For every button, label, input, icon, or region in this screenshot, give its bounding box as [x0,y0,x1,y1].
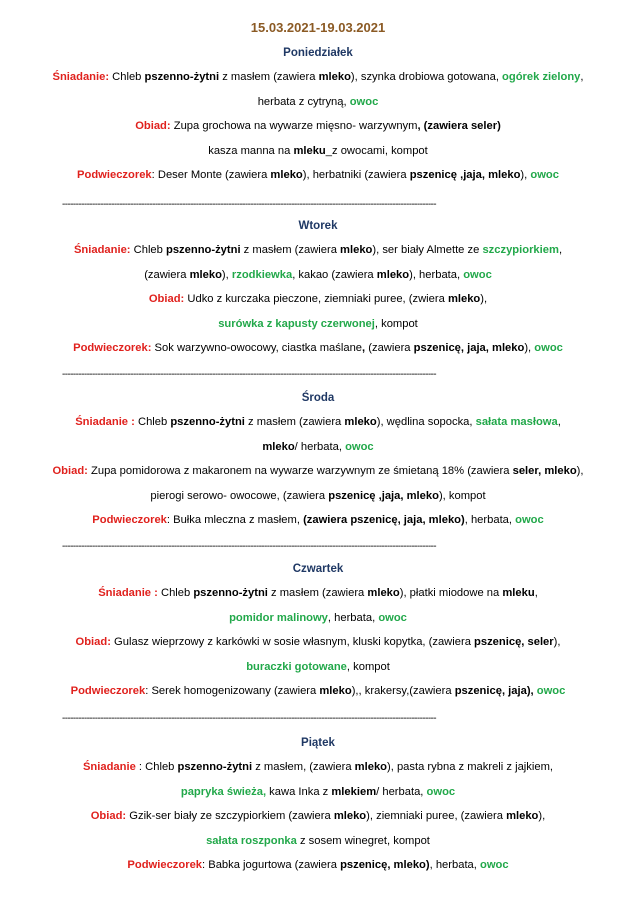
allergen-text: mleko [447,293,481,306]
green-item: owoc [534,342,563,355]
menu-text: z masłem (zawiera [267,587,368,599]
menu-text: ), herbatniki (zawiera [302,169,410,182]
menu-text: : Deser Monte (zawiera [151,169,271,182]
menu-text: , herbata, [464,514,516,527]
menu-text: , [558,244,563,256]
menu-text: ), [480,293,488,306]
allergen-text: mleko [506,810,539,823]
menu-text: , [534,587,538,599]
menu-text: , [580,71,584,83]
allergen-text: pszenicę, jaja), [454,685,534,698]
menu-line [0,238,636,263]
menu-text: Zupa grochowa na wywarze mięsno- warzywnym [170,120,418,133]
menu-line [0,263,636,288]
allergen-text: mleko [189,268,222,281]
menu-text: , kakao (zawiera [292,268,377,281]
menu-text: Zupa pomidorowa z makaronem na wywarze warzywnym ze śmietaną 18% (zawiera [87,465,513,478]
menu-text: pierogi serowo- owocowe, (zawiera [150,489,329,502]
menu-line [0,287,636,312]
menu-text: ),, krakersy,(zawiera [351,685,455,698]
allergen-text: pszenicę, jaja, mleko [413,342,525,355]
menu-text: / herbata, [376,785,427,798]
day-heading: Czwartek [292,563,344,575]
meal-label: Podwieczorek [70,685,146,698]
menu-line [0,139,636,164]
day-block-monday [0,41,636,188]
menu-line [0,804,636,829]
day-block-wednesday [0,386,636,533]
menu-text: ), [576,465,584,478]
menu-text: Sok warzywno-owocowy, ciastka maślane [151,342,363,355]
separator-line: ----------------------------------------------------------------------------------------------------------------------------------------- [62,713,437,724]
menu-text: ), [538,810,546,823]
allergen-text: pszenicę ,jaja, mleko [328,489,439,502]
menu-text: ), kompot [438,489,486,502]
allergen-text: mlekiem [331,785,377,798]
menu-text: : Chleb [135,761,178,773]
menu-text: / herbata, [294,440,346,453]
menu-text: : Babka jogurtowa (zawiera [202,859,341,872]
menu-text: ), płatki miodowe na [399,587,503,599]
meal-label: Śniadanie [82,761,136,773]
green-item: pomidor malinowy [229,611,328,624]
menu-text: , herbata, [327,611,379,624]
menu-line [0,755,636,780]
meal-label: Obiad: [75,636,111,649]
menu-text: ), szynka drobiowa gotowana, [350,71,503,83]
menu-line [0,114,636,139]
meal-label: Obiad: [90,810,127,823]
menu-text: Chleb [157,587,194,599]
allergen-text: pszenno-żytni [170,416,245,428]
menu-text: ), wędlina sopocka, [376,416,476,428]
menu-text: Chleb [130,244,166,256]
menu-line [0,853,636,878]
day-block-thursday [0,557,636,704]
menu-line [0,65,636,90]
menu-text: : Bułka mleczna z masłem, [166,514,304,527]
menu-line [0,90,636,115]
green-item: owoc [515,514,544,527]
allergen-text: (zawiera pszenicę, jaja, mleko) [303,514,465,527]
allergen-text: pszenno-żytni [193,587,268,599]
menu-line [0,581,636,606]
allergen-text: mleko [367,587,400,599]
allergen-text: mleko [340,244,373,256]
green-item: ogórek zielony [502,71,581,83]
menu-text: z masłem (zawiera [219,71,319,83]
allergen-text: mleko [354,761,388,773]
allergen-text: mleko [333,810,367,823]
menu-text: kasza manna na [208,144,294,157]
menu-text: , [557,416,561,428]
menu-text: z masłem, (zawiera [252,761,355,773]
separator-line: ----------------------------------------------------------------------------------------------------------------------------------------- [62,199,437,210]
menu-text: ), ser biały Almette ze [372,244,483,256]
meal-label: Śniadanie: [52,71,110,83]
menu-text: ), [221,268,232,281]
meal-label: Obiad: [148,293,185,306]
day-heading: Poniedziałek [283,47,353,59]
allergen-text: pszenno-żytni [165,244,241,256]
day-heading: Środa [301,392,335,404]
green-item: owoc [536,685,566,698]
menu-text: , kompot [374,317,418,330]
allergen-text: mleko [376,268,410,281]
menu-line [0,435,636,460]
menu-line [0,163,636,188]
allergen-text: , (zawiera seler) [417,120,501,133]
day-heading: Wtorek [298,220,338,232]
day-block-friday [0,731,636,878]
allergen-text: pszenno-żytni [144,71,220,83]
green-item: owoc [378,611,407,624]
allergen-text: mleko [319,685,352,698]
meal-label: Podwieczorek: [73,342,152,355]
menu-text: ), [553,636,561,649]
menu-line [0,630,636,655]
allergen-text: mleku [502,587,535,599]
menu-line [0,410,636,435]
menu-text: z masłem (zawiera [240,244,341,256]
allergen-text: , [362,342,369,355]
day-block-tuesday [0,214,636,361]
allergen-text: pszenicę ,jaja, mleko [409,169,521,182]
green-item: sałata masłowa [475,416,558,428]
menu-text: ), [524,342,535,355]
allergen-text: mleko [262,440,295,453]
menu-text: Gulasz wieprzowy z karkówki w sosie własnym, kluski kopytka, (zawiera [110,636,475,649]
green-item: owoc [463,268,492,281]
green-item: szczypiorkiem [482,244,559,256]
menu-text: kawa Inka z [266,785,332,798]
meal-label: Podwieczorek [127,859,203,872]
menu-line [0,336,636,361]
menu-text: z sosem winegret, kompot [296,834,430,847]
menu-line [0,508,636,533]
green-item: surówka z kapusty czerwonej [218,317,375,330]
allergen-text: pszenno-żytni [177,761,253,773]
green-item: owoc [530,169,559,182]
green-item: owoc [349,95,379,108]
green-item: sałata roszponka [206,834,297,847]
menu-text: (zawiera [144,268,190,281]
green-item: papryka świeża, [180,785,267,798]
allergen-text: mleko [318,71,351,83]
separator-line: ----------------------------------------------------------------------------------------------------------------------------------------- [62,369,437,380]
allergen-text: mleko [270,169,303,182]
menu-text: Chleb [134,416,171,428]
menu-text: Chleb [109,71,145,83]
green-item: buraczki gotowane [246,660,347,673]
menu-line [0,459,636,484]
meal-label: Śniadanie : [98,587,158,599]
menu-text: , herbata, [429,859,480,872]
allergen-text: mleku [293,144,326,157]
meal-label: Śniadanie: [73,244,131,256]
green-item: owoc [345,440,374,453]
menu-line [0,606,636,631]
menu-line [0,679,636,704]
menu-text: _z owocami, kompot [325,144,428,157]
meal-label: Podwieczorek [77,169,152,182]
allergen-text: pszenicę, mleko) [340,859,430,872]
allergen-text: mleko [344,416,377,428]
meal-label: Obiad: [52,465,88,478]
separator-line: ----------------------------------------------------------------------------------------------------------------------------------------- [62,541,437,552]
menu-text: Udko z kurczaka pieczone, ziemniaki puree, (zwiera [184,293,448,306]
menu-line [0,780,636,805]
menu-text: ), ziemniaki puree, (zawiera [366,810,507,823]
menu-text: ), [520,169,531,182]
menu-text: z masłem (zawiera [244,416,345,428]
menu-text: ), pasta rybna z makreli z jajkiem, [387,761,554,773]
green-item: owoc [426,785,456,798]
meal-label: Obiad: [135,120,171,133]
menu-line [0,829,636,854]
meal-label: Śniadanie : [75,416,135,428]
meal-label: Podwieczorek [92,514,167,527]
menu-line [0,312,636,337]
green-item: owoc [480,859,509,872]
menu-text: (zawiera [368,342,414,355]
menu-text: ), herbata, [409,268,464,281]
day-heading: Piątek [301,737,335,749]
menu-line [0,484,636,509]
page-title: 15.03.2021-19.03.2021 [250,20,386,35]
menu-line [0,655,636,680]
menu-text: : Serek homogenizowany (zawiera [145,685,320,698]
menu-text: herbata z cytryną, [257,95,350,108]
menu-text: Gzik-ser biały ze szczypiorkiem (zawiera [126,810,334,823]
green-item: rzodkiewka [231,268,293,281]
allergen-text: pszenicę, seler [474,636,554,649]
allergen-text: seler, mleko [512,465,577,478]
menu-text: , kompot [346,660,390,673]
